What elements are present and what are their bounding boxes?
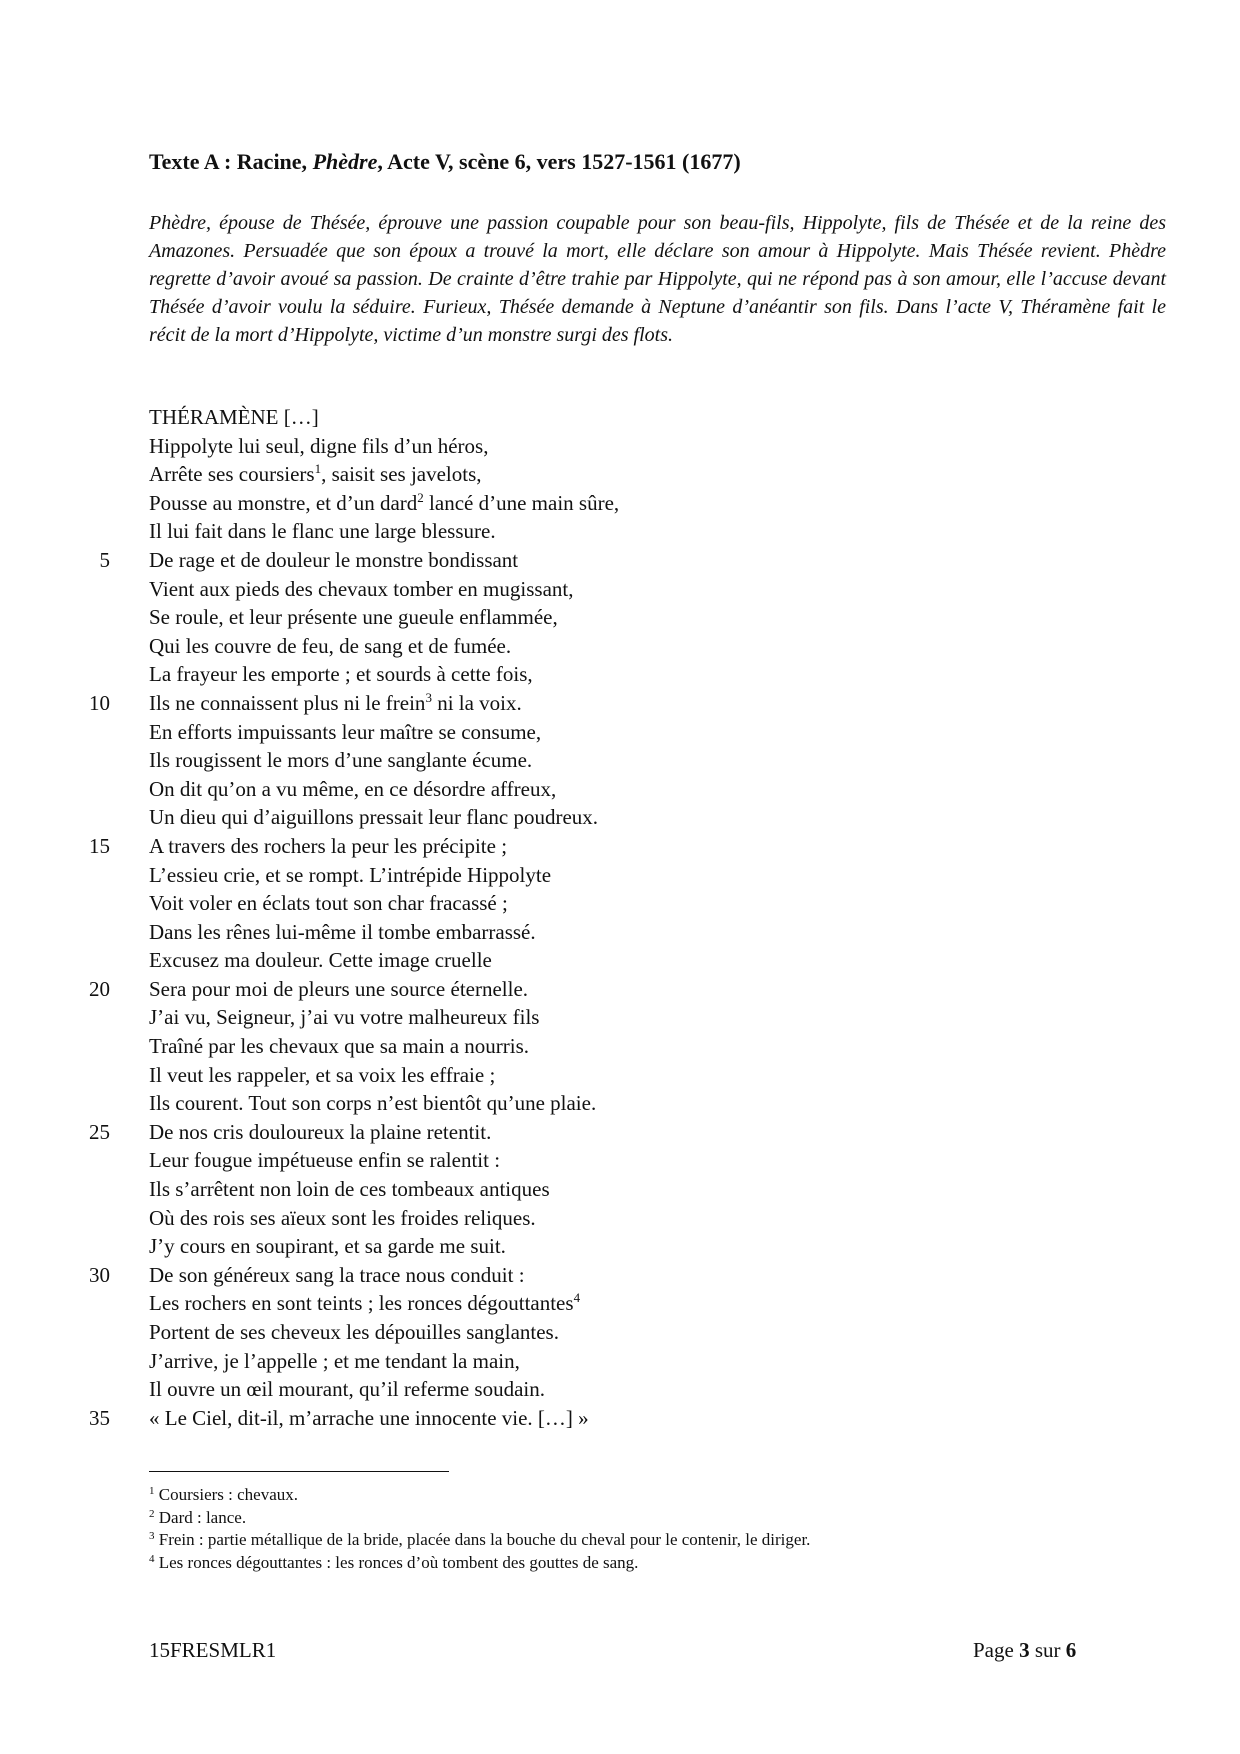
verse-text-part: De son généreux sang la trace nous conduit : xyxy=(149,1262,525,1287)
footnote-text: Coursiers : chevaux. xyxy=(154,1485,299,1504)
verse-line xyxy=(0,517,1240,546)
verse-text-part: Traîné par les chevaux que sa main a nourris. xyxy=(149,1034,530,1059)
verse-text xyxy=(149,832,507,861)
footnote-text: Dard : lance. xyxy=(154,1507,247,1527)
verse-text-part: ni la voix. xyxy=(431,690,522,715)
verse-text xyxy=(149,1061,495,1090)
verse-text-part: Ils courent. Tout son corps n’est bientôt qu’une plaie. xyxy=(149,1091,597,1116)
footnote-number: 4 xyxy=(149,1552,155,1565)
intro-paragraph: Phèdre, épouse de Thésée, éprouve une passion coupable pour son beau-fils, Hippolyte, fils de Thésée et de la reine des Amazones. Persuadée que son époux a trouvé la mort, elle déclare son amour à Hippolyte. Mais Thésée revient. Phèdre regrette d’avoir avoué sa passion. De crainte d’être trahie par Hippolyte, qui ne répond pas à son amour, elle l’accuse devant Thésée d’avoir voulu la séduire. Furieux, Thésée demande à Neptune d’anéantir son fils. Dans l’acte V, Théramène fait le récit de la mort d’Hippolyte, victime d’un monstre surgi des flots. xyxy=(149,212,1166,346)
verse-line xyxy=(0,432,1240,461)
footnote-number: 3 xyxy=(149,1530,155,1542)
verse-text-part: , saisit ses javelots, xyxy=(321,462,482,487)
verse-text xyxy=(149,660,533,689)
verse-text xyxy=(149,1261,525,1290)
verse-text xyxy=(149,432,488,461)
verse-text-part: Ils ne connaissent plus ni le frein xyxy=(149,690,426,715)
verse-line xyxy=(0,1318,1240,1347)
footnote-number: 2 xyxy=(149,1507,155,1520)
verse-line xyxy=(0,632,1240,661)
verse-text-part: « Le Ciel, dit-il, m’arrache une innocente vie. […] » xyxy=(149,1405,589,1430)
verse-text-part: Arrête ses coursiers xyxy=(149,462,315,487)
footnote-reference: 3 xyxy=(425,689,432,705)
verse-line xyxy=(0,746,1240,775)
verse-line xyxy=(0,546,1240,575)
footnote-reference: 4 xyxy=(573,1290,581,1306)
verse-line xyxy=(0,1204,1240,1233)
verse-text-part: Un dieu qui d’aiguillons pressait leur flanc poudreux. xyxy=(149,805,599,830)
verse-text xyxy=(149,946,492,975)
line-number: 25 xyxy=(89,1119,110,1144)
verse-text-part: Voit voler en éclats tout son char fracassé ; xyxy=(149,891,508,916)
footnote-reference: 2 xyxy=(417,489,424,505)
verse-text-part: L’essieu crie, et se rompt. L’intrépide Hippolyte xyxy=(149,862,552,887)
verse-line xyxy=(0,1261,1240,1290)
verse-line xyxy=(0,1118,1240,1147)
verse-text-part: La frayeur les emporte ; et sourds à cette fois, xyxy=(149,662,533,687)
verse-text-part: Il lui fait dans le flanc une large blessure. xyxy=(149,519,496,544)
verse-text-part: Excusez ma douleur. Cette image cruelle xyxy=(149,948,492,973)
speaker-name: THÉRAMÈNE […] xyxy=(149,405,319,429)
verse-line xyxy=(0,803,1240,832)
speaker-line xyxy=(0,403,1240,432)
line-number: 20 xyxy=(89,976,110,1001)
footnotes xyxy=(149,1484,810,1574)
verse-text-part: J’y cours en soupirant, et sa garde me suit. xyxy=(149,1234,506,1259)
footnote-number: 1 xyxy=(149,1485,155,1497)
page-current: 3 xyxy=(1019,1638,1030,1662)
verse-text xyxy=(149,460,482,489)
verse-text xyxy=(149,975,528,1004)
verse-text xyxy=(149,575,573,604)
verse-text xyxy=(149,1347,520,1376)
title-prefix: Texte A : Racine, xyxy=(149,149,313,174)
verse-text-part: Sera pour moi de pleurs une source éternelle. xyxy=(149,976,529,1001)
verse-text xyxy=(149,861,551,890)
verse-text xyxy=(149,1404,589,1433)
verse-line xyxy=(0,1061,1240,1090)
verse-line xyxy=(0,889,1240,918)
verse-text xyxy=(149,689,522,718)
verse-line xyxy=(0,1089,1240,1118)
verse-text xyxy=(149,1318,559,1347)
verse-text-part: lancé d’une main sûre, xyxy=(423,490,620,515)
verse-text-part: Dans les rênes lui-même il tombe embarrassé. xyxy=(149,919,536,944)
verse-text xyxy=(149,1003,539,1032)
verse-text-part: De nos cris douloureux la plaine retentit. xyxy=(149,1119,492,1144)
title-work: Phèdre xyxy=(312,149,378,174)
verse-text-part: Se roule, et leur présente une gueule enflammée, xyxy=(149,605,558,630)
verse-line xyxy=(0,1404,1240,1433)
verse-line xyxy=(0,489,1240,518)
verse-line xyxy=(0,460,1240,489)
verse-text-part: Il ouvre un œil mourant, qu’il referme soudain. xyxy=(149,1377,545,1402)
verse-text-part: A travers des rochers la peur les précipite ; xyxy=(149,833,508,858)
page-total: 6 xyxy=(1065,1638,1077,1662)
verse-line xyxy=(0,918,1240,947)
verse-text xyxy=(149,718,541,747)
verse-text-part: En efforts impuissants leur maître se consume, xyxy=(149,719,542,744)
verse-line xyxy=(0,660,1240,689)
verse-text xyxy=(149,632,511,661)
verse-line xyxy=(0,1289,1240,1318)
footnote xyxy=(149,1552,810,1575)
document-code: 15FRESMLR1 xyxy=(149,1638,277,1662)
verse-text xyxy=(149,1175,550,1204)
footnote xyxy=(149,1507,810,1530)
verse-line xyxy=(0,975,1240,1004)
verse-text-part: J’arrive, je l’appelle ; et me tendant la main, xyxy=(149,1348,520,1373)
verse-text-part: Portent de ses cheveux les dépouilles sanglantes. xyxy=(149,1320,559,1344)
verse-line xyxy=(0,832,1240,861)
verse-text xyxy=(149,1289,580,1318)
footnote-text: Les ronces dégouttantes : les ronces d’où tombent des gouttes de sang. xyxy=(154,1552,639,1572)
verse-text-part: Hippolyte lui seul, digne fils d’un héros, xyxy=(149,433,489,458)
verse-line xyxy=(0,1032,1240,1061)
page-of: sur xyxy=(1029,1638,1066,1662)
verse-text-part: Ils rougissent le mors d’une sanglante écume. xyxy=(149,748,533,773)
poem xyxy=(0,403,1240,1432)
verse-line xyxy=(0,1232,1240,1261)
line-number: 35 xyxy=(89,1405,110,1430)
verse-line xyxy=(0,1175,1240,1204)
verse-text xyxy=(149,546,518,575)
footnote xyxy=(149,1529,810,1552)
verse-text-part: J’ai vu, Seigneur, j’ai vu votre malheureux fils xyxy=(149,1005,540,1030)
verse-line xyxy=(0,1003,1240,1032)
verse-text xyxy=(149,775,556,804)
verse-line xyxy=(0,1347,1240,1376)
line-number: 15 xyxy=(89,833,110,858)
verse-line xyxy=(0,689,1240,718)
verse-text xyxy=(149,1032,529,1061)
verse-text xyxy=(149,1146,500,1175)
verse-line xyxy=(0,718,1240,747)
page-label: Page xyxy=(973,1638,1020,1662)
line-number: 10 xyxy=(89,690,110,715)
verse-text-part: Il veut les rappeler, et sa voix les effraie ; xyxy=(149,1062,496,1087)
verse-text-part: On dit qu’on a vu même, en ce désordre affreux, xyxy=(149,776,557,801)
title-suffix: , Acte V, scène 6, vers 1527-1561 (1677) xyxy=(377,149,741,174)
verse-text xyxy=(149,517,496,546)
verse-text xyxy=(149,746,532,775)
verse-text xyxy=(149,1375,545,1404)
verse-text xyxy=(149,489,619,518)
verse-text xyxy=(149,1118,491,1147)
verse-line xyxy=(0,775,1240,804)
verse-text xyxy=(149,1204,536,1233)
verse-line xyxy=(0,946,1240,975)
verse-text-part: Pousse au monstre, et d’un dard xyxy=(149,490,418,515)
verse-text-part: De rage et de douleur le monstre bondissant xyxy=(149,547,519,572)
verse-text xyxy=(149,603,558,632)
verse-text-part: Vient aux pieds des chevaux tomber en mugissant, xyxy=(149,576,574,601)
verse-line xyxy=(0,861,1240,890)
verse-text xyxy=(149,889,508,918)
verse-line xyxy=(0,1375,1240,1404)
text-title xyxy=(149,148,741,176)
footnote-text: Frein : partie métallique de la bride, placée dans la bouche du cheval pour le contenir, le diriger. xyxy=(154,1530,811,1549)
footnote-divider xyxy=(149,1471,449,1472)
verse-text-part: Les rochers en sont teints ; les ronces dégouttantes xyxy=(149,1291,574,1316)
verse-text xyxy=(149,1232,506,1261)
verse-line xyxy=(0,575,1240,604)
footnote xyxy=(149,1484,810,1507)
verse-line xyxy=(0,1146,1240,1175)
verse-text-part: Où des rois ses aïeux sont les froides reliques. xyxy=(149,1205,536,1230)
verse-text-part: Leur fougue impétueuse enfin se ralentit : xyxy=(149,1148,501,1173)
page-number xyxy=(973,1638,1076,1663)
verse-text-part: Ils s’arrêtent non loin de ces tombeaux antiques xyxy=(149,1177,550,1202)
verse-text xyxy=(149,803,598,832)
footnote-reference: 1 xyxy=(314,461,322,477)
verse-text-part: Qui les couvre de feu, de sang et de fumée. xyxy=(149,633,512,658)
line-number: 5 xyxy=(99,547,110,572)
verse-text xyxy=(149,918,536,947)
verse-line xyxy=(0,603,1240,632)
verse-text xyxy=(149,1089,596,1118)
line-number: 30 xyxy=(89,1262,110,1287)
